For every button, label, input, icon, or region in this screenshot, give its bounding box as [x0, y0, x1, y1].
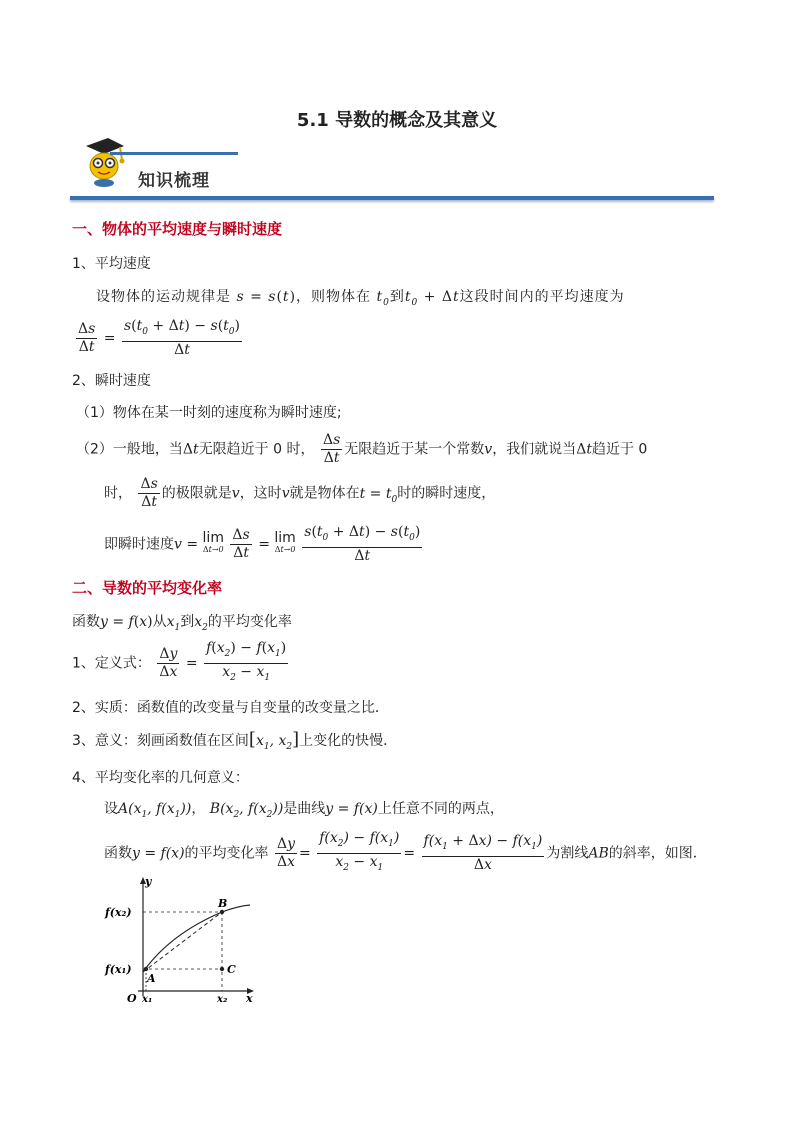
item-2-line-2: 时， $\frac{\Delta s}{\Delta t}$ 的极限就是v，这时v就是物体在$t = t_0$时的瞬时速度，	[104, 476, 496, 510]
secant-figure	[100, 872, 260, 1004]
x-axis-label: x	[246, 992, 253, 1004]
point-c-label: C	[227, 963, 236, 976]
banner-divider	[70, 196, 714, 200]
instant-speed-formula: 即瞬时速度v = lim Δt→0 $\frac{\Delta s}{\Delta t}$ = lim Δt→0 $\frac{s(t_0 + \Delta t) - s(t_0)}{\Delta t}$	[104, 524, 421, 564]
item-1: （1）物体在某一时刻的速度称为瞬时速度;	[76, 405, 342, 421]
section-heading-2: 二、导数的平均变化率	[72, 579, 223, 597]
page-title: 5.1 导数的概念及其意义	[296, 110, 498, 131]
section-heading-1: 一、物体的平均速度与瞬时速度	[72, 220, 283, 238]
origin-label: O	[127, 992, 137, 1004]
banner-top-rule	[110, 152, 238, 155]
mascot-icon	[80, 136, 128, 188]
point-b-label: B	[218, 897, 228, 910]
section-banner: 知识梳理	[138, 171, 210, 191]
essence-line: 2、实质：函数值的改变量与自变量的改变量之比．	[72, 700, 389, 716]
secant-slope-formula: 函数y = f(x)的平均变化率 $\frac{\Delta y}{\Delta x}$ = $\frac{f(x_2) - f(x_1)}{x_2 - x_1}$ = $\frac{f(x_1 + \Delta x) - f(x_1)}{\Delta x}$ 为割线AB的斜率，如图．	[104, 830, 707, 873]
average-speed-formula: $\frac{\Delta s}{\Delta t}$ = $\frac{s(t_0 + \Delta t) - s(t_0)}{\Delta t}$	[78, 318, 240, 358]
secant-line-ab	[143, 912, 222, 972]
rate-intro: 函数y = f(x)从$x_1$到$x_2$的平均变化率	[72, 614, 292, 633]
definition-formula: 1、定义式： $\frac{\Delta y}{\Delta x}$ = $\frac{f(x_2) - f(x_1)}{x_2 - x_1}$	[72, 640, 287, 683]
point-b	[220, 910, 224, 914]
average-speed-paragraph: 设物体的运动规律是 s = s(t)，则物体在 $t_0$到$t_0 + \Delta t$这段时间内的平均速度为	[96, 289, 625, 308]
curve-f	[143, 905, 250, 972]
point-c	[220, 967, 224, 971]
item-2-line-1: （2）一般地，当Δt无限趋近于 0 时， $\frac{\Delta s}{\Delta t}$ 无限趋近于某一个常数v，我们就说当Δt趋近于 0	[76, 432, 648, 466]
geometric-meaning-heading: 4、平均变化率的几何意义：	[72, 770, 249, 786]
points-sentence: 设$A(x_1$, $f(x_1)$)， $B(x_2$, $f(x_2)$)是曲线y = f(x)上任意不同的两点，	[104, 801, 504, 820]
point-a	[144, 967, 148, 971]
x1-label: x₁	[142, 994, 153, 1004]
meaning-line: 3、意义：刻画函数值在区间[$x_1$, $x_2$]上变化的快慢．	[72, 729, 398, 752]
fx2-label: f(x₂)	[105, 906, 132, 919]
x2-label: x₂	[217, 994, 228, 1004]
fx1-label: f(x₁)	[105, 963, 132, 976]
subheading-average-speed: 1、平均速度	[72, 256, 151, 272]
y-axis-label: y	[145, 875, 152, 888]
subheading-instant-speed: 2、瞬时速度	[72, 373, 151, 389]
point-a-label: A	[147, 972, 156, 985]
